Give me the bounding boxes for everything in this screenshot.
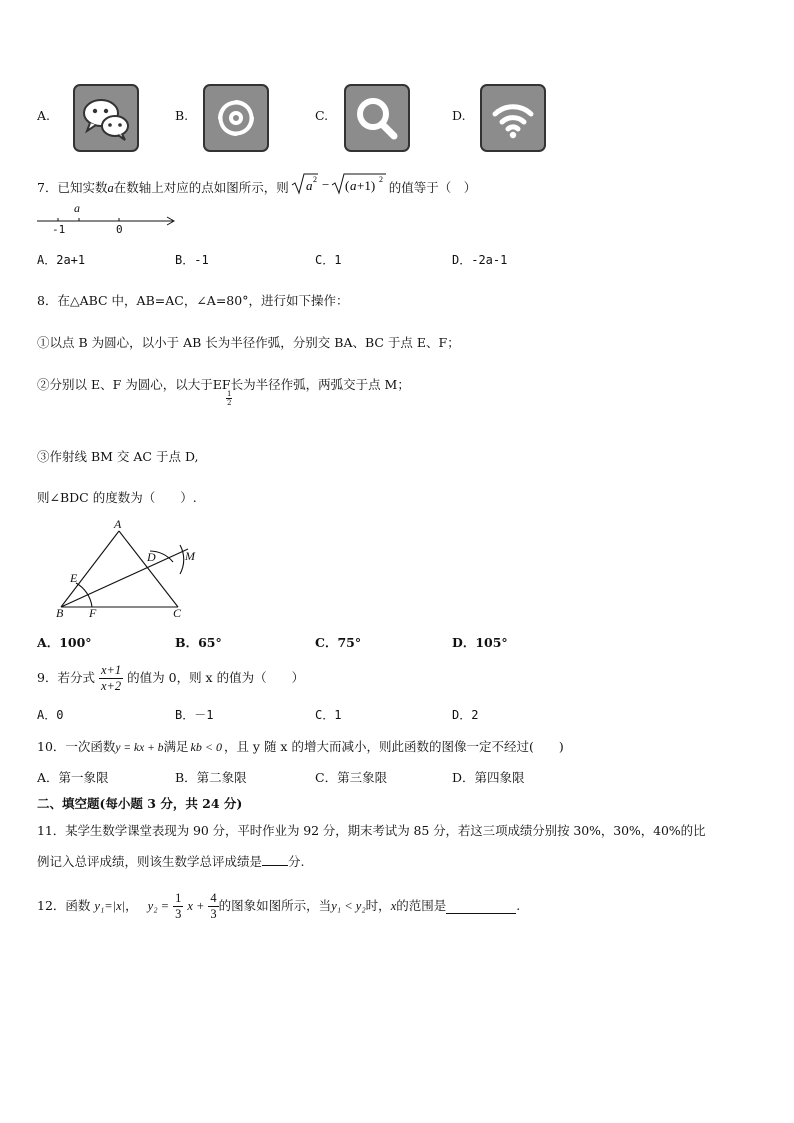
q8-option-a: A．100°	[37, 635, 92, 650]
option-d-label: D.	[452, 108, 466, 123]
q8-step-2: ②分别以 E、F 为圆心，以大于EF长为半径作弧，两弧交于点 M；	[37, 377, 410, 392]
q12-fraction-4-3: $\frac{4}{3}$	[210, 891, 217, 921]
svg-text:+1): +1)	[356, 178, 375, 193]
q8-half-fraction: 1 2	[227, 390, 232, 407]
option-b-label: B.	[175, 108, 189, 123]
svg-text:a: a	[305, 178, 313, 193]
q8-triangle-figure	[50, 518, 205, 624]
q12-stem: 12．函数 y₁=|x|， y₂ = $\frac{1}{3}$ x + $\frac{4}{3}$ 的图象如图所示，当y₁ < y₂时，x的范围是 .	[37, 891, 521, 921]
q11-line-2: 例记入总评成绩，则该生数学总评成绩是 分.	[37, 854, 305, 869]
q10-option-a: A．第一象限	[37, 770, 109, 785]
q7-stem: 7．已知实数a在数轴上对应的点如图所示，则 a 2 − ( a +1) 2 的值等于（ ）	[37, 172, 476, 199]
svg-text:2: 2	[312, 175, 317, 184]
section-title-fill-blank: 二、填空题(每小题 3 分，共 24 分)	[37, 796, 243, 811]
svg-text:(: (	[344, 178, 350, 193]
q9-stem: 9．若分式 $\frac{x+1}{x+2}$ 的值为 0，则 x 的值为（ ）	[37, 663, 305, 693]
q10-option-d: D．第四象限	[452, 770, 525, 785]
numline-label-zero: 0	[116, 223, 123, 236]
option-c-label: C.	[315, 108, 329, 123]
q8-option-b: B．65°	[175, 635, 222, 650]
q11-answer-blank[interactable]	[262, 865, 288, 866]
swirl-logo-icon	[203, 84, 269, 152]
q7-option-c: C．1	[315, 253, 342, 267]
point-label-m: M	[185, 549, 195, 563]
q8-step-1: ①以点 B 为圆心，以小于 AB 长为半径作弧，分别交 BA、BC 于点 E、F；	[37, 335, 460, 350]
q8-step-3: ③作射线 BM 交 AC 于点 D,	[37, 449, 199, 464]
q7-radical-expression	[291, 172, 387, 199]
vertex-label-b: B	[56, 606, 64, 620]
vertex-label-c: C	[173, 606, 182, 620]
vertex-label-a: A	[114, 517, 122, 531]
q9-option-c: C．1	[315, 708, 342, 722]
search-icon	[344, 84, 410, 152]
q7-number-line	[37, 203, 182, 239]
q10-stem: 10．一次函数y = kx + b满足 kb < 0 ，且 y 随 x 的增大而减小，则此函数的图像一定不经过( )	[37, 739, 564, 754]
numline-label-a: a	[74, 201, 80, 215]
q10-option-b: B．第二象限	[175, 770, 247, 785]
q9-fraction: $\frac{x+1}{x+2}$	[100, 663, 122, 693]
q8-option-d: D．105°	[452, 635, 508, 650]
q10-option-c: C．第三象限	[315, 770, 388, 785]
svg-text:a: a	[349, 178, 357, 193]
point-label-e: E	[70, 571, 78, 585]
q11-line-1: 11．某学生数学课堂表现为 90 分，平时作业为 92 分，期末考试为 85 分，若这三项成绩分别按 30%，30%，40%的比	[37, 823, 706, 838]
point-label-d: D	[147, 550, 156, 564]
svg-text:2: 2	[378, 175, 383, 184]
q9-option-b: B．－1	[175, 708, 214, 722]
q8-option-c: C．75°	[315, 635, 362, 650]
q9-option-d: D．2	[452, 708, 479, 722]
q12-answer-blank[interactable]	[446, 899, 516, 914]
q7-option-b: B．-1	[175, 253, 209, 267]
q8-question: 则∠BDC 的度数为（ ）.	[37, 490, 197, 505]
q7-option-d: D．-2a-1	[452, 253, 508, 267]
numline-label-minus1: -1	[52, 223, 66, 236]
q12-fraction-1-3: $\frac{1}{3}$	[175, 891, 182, 921]
svg-text:−: −	[321, 177, 330, 192]
wifi-icon	[480, 84, 546, 152]
wechat-icon	[73, 84, 139, 152]
q8-stem: 8．在△ABC 中，AB=AC，∠A=80°，进行如下操作：	[37, 293, 349, 308]
point-label-f: F	[89, 606, 97, 620]
q7-option-a: A．2a+1	[37, 253, 86, 267]
q9-option-a: A．0	[37, 708, 64, 722]
option-a-label: A.	[37, 108, 51, 123]
